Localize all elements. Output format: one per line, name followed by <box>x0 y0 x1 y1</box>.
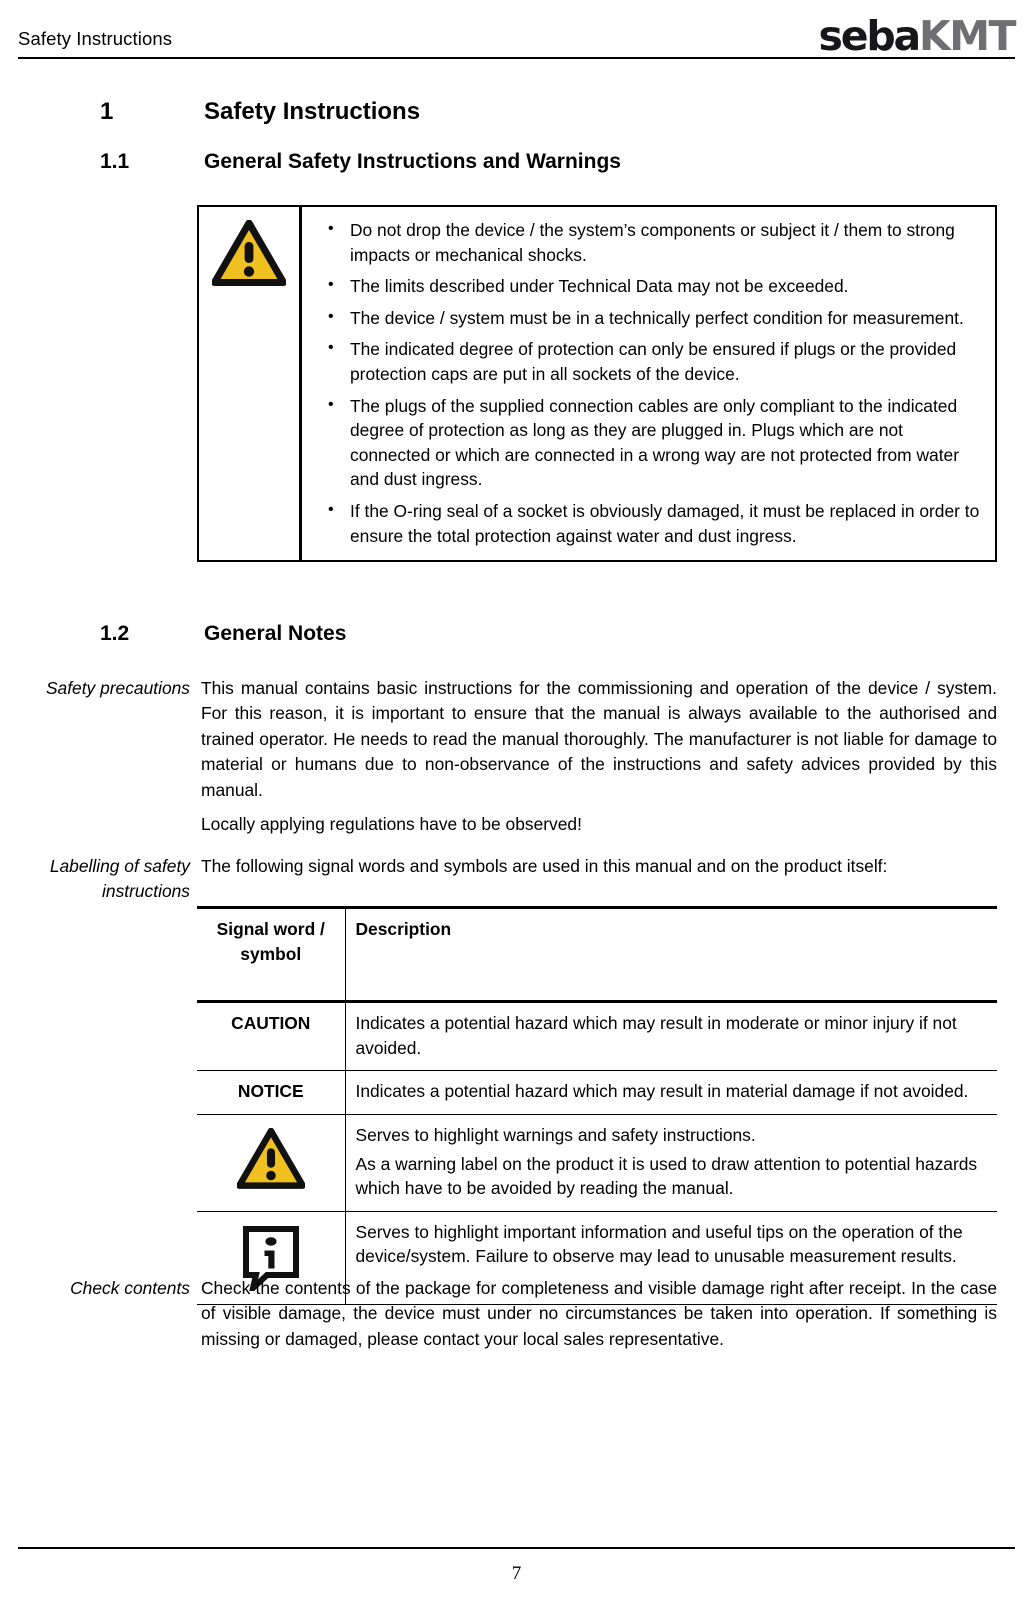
warning-bullet-6: • If the O-ring seal of a socket is obviously damaged, it must be replaced in order to ensure the total protection against water and dust ingress. <box>350 499 985 548</box>
section-1-1-title: General Safety Instructions and Warnings <box>204 150 621 173</box>
header-title: Safety Instructions <box>18 28 173 49</box>
paragraph-check-contents: Check the contents of the package for completeness and visible damage right after receipt. In the case of visible damage, the device must under no circumstances be taken into operation. If something is missing or damaged, please contact your local sales representative. <box>201 1278 997 1349</box>
warning-callout-box <box>197 205 997 562</box>
table-header-signal-word: Signal word / symbol <box>197 908 345 1002</box>
page-number: 7 <box>511 1563 522 1584</box>
warning-bullet-2: • The limits described under Technical Data may not be exceeded. <box>350 274 985 299</box>
warning-bullet-3: • The device / system must be in a technically perfect condition for measurement. <box>350 306 985 331</box>
table-cell-signal-word-caution: CAUTION <box>197 1002 345 1071</box>
footer-divider <box>18 1547 1015 1549</box>
section-1-1-number: 1.1 <box>100 150 130 173</box>
table-cell-symbol-warning <box>197 1114 345 1211</box>
warning-bullet-5: • The plugs of the supplied connection cables are only compliant to the indicated degree of protection as long as they are plugged in. Plugs which are not connected or which are connected in a wrong way are not protected from water and dust ingress. <box>350 394 985 492</box>
section-1-number: 1 <box>100 98 114 125</box>
page-header <box>18 14 1015 60</box>
margin-note-check-contents: Check contents <box>70 1278 190 1298</box>
warning-bullet-1: • Do not drop the device / the system’s components or subject it / them to strong impacts or mechanical shocks. <box>350 218 985 267</box>
description-line: Serves to highlight warnings and safety instructions. <box>355 1124 756 1145</box>
table-row <box>197 1002 997 1071</box>
description-line: Indicates a potential hazard which may result in moderate or minor injury if not avoided. <box>355 1013 957 1058</box>
margin-note-safety-precautions: Safety precautions <box>45 678 190 698</box>
margin-note-labelling-of-safety-instructions: Labelling of safety instructions <box>49 856 190 901</box>
warning-triangle-icon <box>207 1128 335 1189</box>
header-divider <box>18 57 1015 59</box>
table-cell-description-notice <box>345 1071 997 1115</box>
table-row <box>197 1114 997 1211</box>
table-cell-signal-word-notice: NOTICE <box>197 1071 345 1115</box>
warning-triangle-icon <box>212 220 286 286</box>
section-1-2-number: 1.2 <box>100 622 130 645</box>
paragraph-locally-applying-regulations: Locally applying regulations have to be observed! <box>201 814 582 834</box>
description-line: Indicates a potential hazard which may result in material damage if not avoided. <box>355 1081 969 1102</box>
description-line: As a warning label on the product it is used to draw attention to potential hazards which have to be avoided by reading the manual. <box>355 1153 978 1199</box>
table-cell-description-warning <box>345 1114 997 1211</box>
paragraph-labelling-intro: The following signal words and symbols are used in this manual and on the product itself: <box>201 856 888 876</box>
logo-text-kmt: KMT <box>918 12 1015 60</box>
section-1-2-title: General Notes <box>204 622 347 645</box>
warning-bullet-4: • The indicated degree of protection can only be ensured if plugs or the provided protection caps are put in all sockets of the device. <box>350 337 985 386</box>
description-line: Serves to highlight important information and useful tips on the operation of the device/system. Failure to observe may lead to unusable measurement results. <box>355 1221 963 1267</box>
table-cell-description-caution <box>345 1002 997 1071</box>
table-row <box>197 1071 997 1115</box>
warning-bullet-list <box>302 218 985 548</box>
table-header-description: Description <box>345 908 997 1002</box>
paragraph-safety-precautions: This manual contains basic instructions for the commissioning and operation of the device / system. For this reason, it is important to ensure that the manual is always available to the authorised and trained operator. He needs to read the manual thoroughly. The manufacturer is not liable for damage to material or humans due to non-observance of the instructions and safety advices provided by this manual. <box>201 678 997 800</box>
signal-word-table <box>197 906 997 1305</box>
section-1-title: Safety Instructions <box>204 98 421 125</box>
warning-icon-cell <box>199 207 301 560</box>
warning-bullet-list-cell <box>301 207 995 560</box>
logo-text-seba: seba <box>818 12 919 60</box>
sebakmt-logo <box>819 14 1015 58</box>
table-header-row <box>197 908 997 1002</box>
